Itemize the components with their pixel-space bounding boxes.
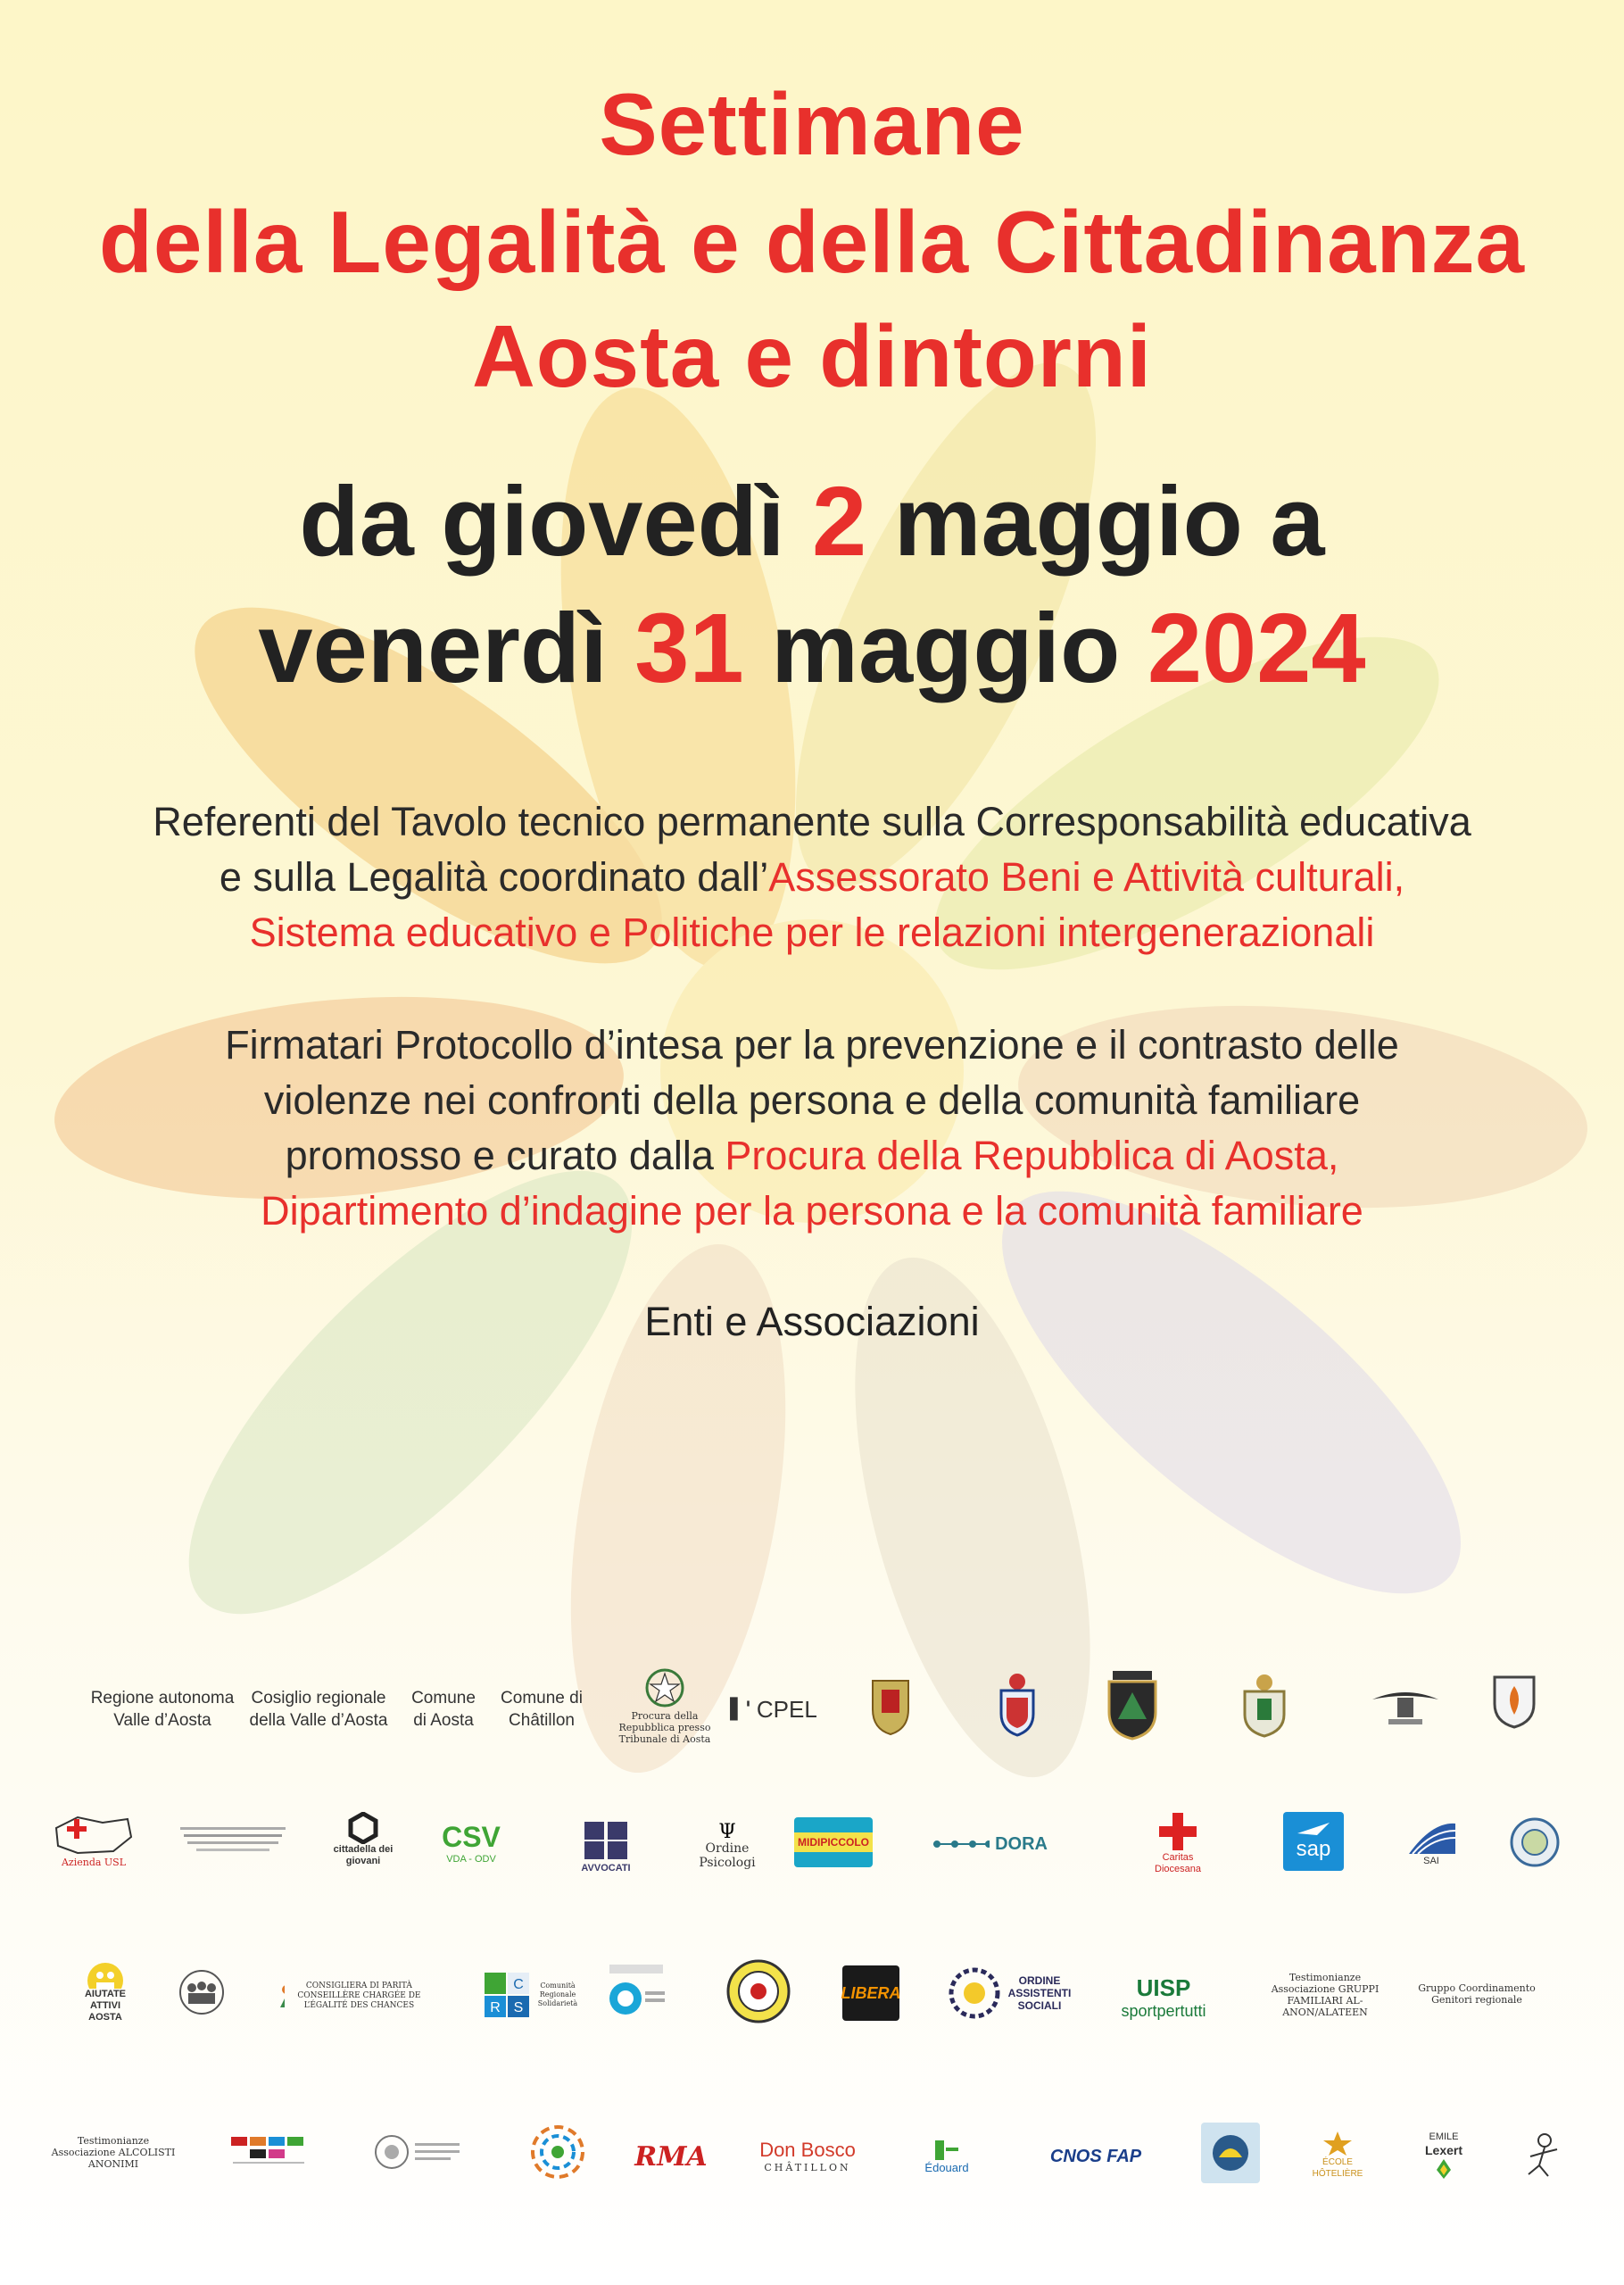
- title-line-2: della Legalità e della Cittadinanza: [99, 193, 1525, 291]
- logo-cittadella: cittadella dei giovani: [332, 1810, 394, 1869]
- logo-csv: CSV VDA - ODV: [442, 1821, 501, 1865]
- paragraph-referenti: Referenti del Tavolo tecnico permanente sulla Corresponsabilità educativa e sulla Legalità coordinato dall’Assessorato Beni e Attività culturali, Sistema educativo e Politiche per le relazioni intergenerazionali: [153, 799, 1471, 955]
- logo-alcolisti: Testimonianze Associazione ALCOLISTI ANONIMI: [51, 2134, 176, 2170]
- logo-lexert: EMILE Lexert: [1419, 2124, 1469, 2187]
- coat-of-arms-alpini-icon: [1101, 1664, 1164, 1742]
- logo-donbosco: Don Bosco CHÂTILLON: [759, 2138, 856, 2173]
- logo-dora: DORA: [932, 1823, 1048, 1865]
- logo-figure-drawing-icon: [1512, 2128, 1565, 2183]
- logo-istituzione-lines: [175, 1821, 291, 1857]
- date-line-1: da giovedì 2 maggio a: [299, 467, 1325, 577]
- logo-procura: Procura della Repubblica presso Tribunale di Aosta: [616, 1665, 714, 1745]
- logo-psicologi: Ψ Ordine Psicologi: [699, 1821, 756, 1870]
- logo-comune-aosta: Comune di Aosta: [411, 1689, 476, 1730]
- logo-colorful-ring-icon: [526, 2121, 589, 2183]
- logo-blue-square-icon: [1201, 2123, 1260, 2183]
- coat-of-arms-carabinieri-icon: [990, 1667, 1044, 1741]
- logo-ordine-circle-icon: [603, 1960, 671, 2024]
- logo-midipiccolo: MIDIPICCOLO: [794, 1817, 873, 1867]
- logo-aeronautica-icon: [1370, 1678, 1441, 1732]
- emblem-icon: [642, 1666, 687, 1710]
- logo-caritas: Caritas Diocesana: [1140, 1810, 1215, 1876]
- svg-text:S: S: [513, 2000, 524, 2015]
- logo-crs: C R S Comunità Regionale Solidarietà: [482, 1970, 580, 2020]
- svg-text:R: R: [490, 2000, 501, 2015]
- date-line-2: venerdì 31 maggio 2024: [258, 594, 1366, 703]
- logo-uisp: UISP sportpertutti: [1121, 1974, 1206, 2020]
- title-line-1: Settimane: [599, 75, 1025, 173]
- logo-ausl: Azienda USL: [49, 1807, 138, 1870]
- logo-sai: SAI: [1404, 1816, 1458, 1869]
- logo-comune-chatillon: Comune di Châtillon: [501, 1689, 583, 1730]
- logo-people-circle-icon: [175, 1967, 228, 2017]
- logo-regione: Regione autonoma Valle d’Aosta: [90, 1689, 235, 1730]
- logo-aiutare: AIUTATE ATTIVI AOSTA: [76, 1959, 135, 2023]
- logo-alanon: Testimonianze Associazione GRUPPI FAMILIARI AL-ANON/ALATEEN: [1271, 1972, 1380, 2018]
- logo-round-seal-icon: [1508, 1816, 1562, 1869]
- logo-consigliera: CONSIGLIERA DI PARITÀ CONSEILLÈRE CHARGÉE DE L’ÉGALITÉ DES CHANCES: [277, 1976, 428, 2015]
- logo-assistenti-sociali: ORDINE ASSISTENTI SOCIALI: [948, 1965, 1073, 2021]
- logo-round-association-icon: [725, 1957, 792, 2026]
- logo-avvocati: AVVOCATI: [575, 1814, 637, 1878]
- paragraph-firmatari: Firmatari Protocollo d’intesa per la prevenzione e il contrasto delle violenze nei confronti della persona e della comunità familiare promosso e curato dalla Procura della Repubblica di Aosta, Dipartimento d’indagine per la persona e la comunità familiare: [225, 1022, 1399, 1234]
- svg-text:C: C: [513, 1977, 524, 1992]
- svg-text:Ψ: Ψ: [718, 1821, 736, 1841]
- logo-edouard: Édouard: [907, 2130, 987, 2181]
- logo-genitori: Gruppo Coordinamento Genitori regionale: [1418, 1982, 1536, 2006]
- logo-libera: LIBERA: [842, 1965, 899, 2021]
- logo-rma: RMA: [634, 2140, 708, 2173]
- enti-heading: Enti e Associazioni: [644, 1299, 980, 1344]
- logo-seal-text-icon: [371, 2131, 469, 2173]
- coat-of-arms-finanza-icon: [1236, 1669, 1293, 1741]
- logo-sap: sap: [1283, 1812, 1344, 1871]
- logo-vigili-fuoco-icon: [1488, 1671, 1540, 1730]
- title-line-3: Aosta e dintorni: [472, 307, 1152, 405]
- coat-of-arms-polizia-icon: [864, 1669, 917, 1741]
- logo-cpel: ▌' CPEL: [730, 1695, 817, 1723]
- logo-consiglio: Cosiglio regionale della Valle d’Aosta: [249, 1689, 388, 1730]
- logo-colored-blocks-icon: [228, 2130, 309, 2173]
- logo-ecole-hoteliere: ÉCOLE HÔTELIÈRE: [1308, 2123, 1367, 2187]
- logo-cnosfap: CNOS FAP: [1049, 2146, 1142, 2166]
